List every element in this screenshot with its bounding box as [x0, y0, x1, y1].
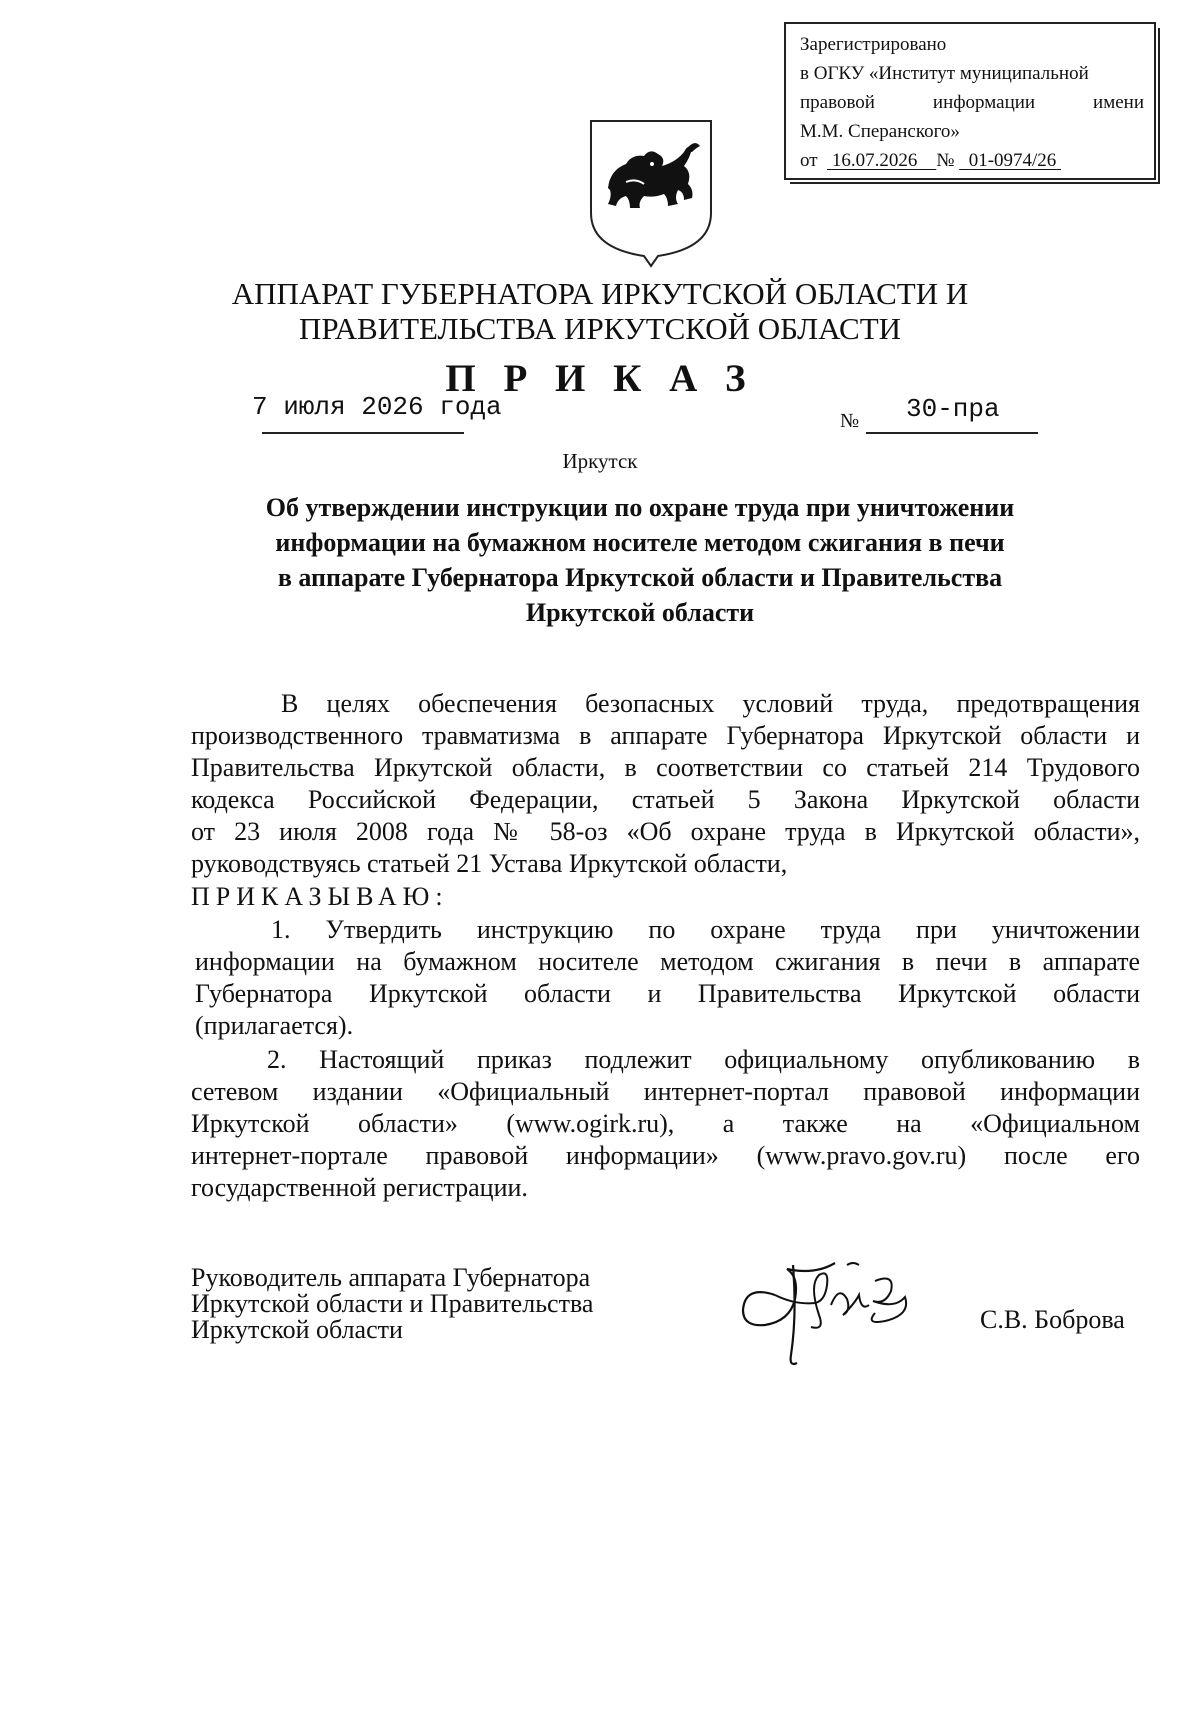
intro-line: от 23 июля 2008 года № 58-оз «Об охране труда в Иркутской области», [191, 817, 1140, 846]
coat-of-arms-icon [588, 118, 714, 268]
item-2-line: государственной регистрации. [191, 1173, 528, 1202]
signatory-position-line: Руководитель аппарата Губернатора [191, 1263, 591, 1292]
intro-line: производственного травматизма в аппарате Губернатора Иркутской области и [191, 721, 1140, 750]
signatory-position-line: Иркутской области и Правительства [191, 1289, 594, 1318]
item-2-paragraph [191, 1044, 1140, 1204]
registration-stamp [784, 22, 1156, 180]
item-1-line: 1. Утвердить инструкцию по охране труда при уничтожении [271, 915, 1140, 944]
order-city: Иркутск [562, 449, 638, 473]
item-2-line: сетевом издании «Официальный интернет-портал правовой информации [191, 1077, 1140, 1106]
stamp-line-institute: в ОГКУ «Институт муниципальной [800, 63, 1089, 84]
item-2-line: интернет-портале правовой информации» (www.pravo.gov.ru) после его [191, 1141, 1140, 1170]
intro-line: кодекса Российской Федерации, статьей 5 Закона Иркутской области [191, 785, 1140, 814]
prikazyvayu-label: ПРИКАЗЫВАЮ: [191, 882, 449, 911]
organization-line-1: АППАРАТ ГУБЕРНАТОРА ИРКУТСКОЙ ОБЛАСТИ И [231, 276, 969, 311]
stamp-line-registered: Зарегистрировано [800, 34, 947, 55]
heading-line-3: в аппарате Губернатора Иркутской области и Правительства [277, 563, 1003, 592]
intro-paragraph [191, 688, 1140, 880]
stamp-registration-details [800, 148, 1061, 173]
order-title: П Р И К А З [445, 357, 755, 400]
item-1-paragraph [191, 914, 1140, 1042]
item-2-line: 2. Настоящий приказ подлежит официальному опубликованию в [267, 1045, 1140, 1074]
stamp-from-label: от [800, 150, 818, 171]
stamp-date: 16.07.2026 [831, 150, 918, 171]
item-1-line: Губернатора Иркутской области и Правительства Иркутской области [195, 979, 1140, 1008]
order-number: 30-пра [906, 394, 1000, 424]
item-1-line: (прилагается). [195, 1011, 354, 1040]
handwritten-signature [735, 1255, 935, 1370]
heading-line-1: Об утверждении инструкции по охране труда при уничтожении [265, 493, 1015, 522]
order-date-underline [262, 432, 464, 434]
item-1-line: информации на бумажном носителе методом сжигания в печи в аппарате [195, 947, 1140, 976]
intro-line: Правительства Иркутской области, в соответствии со статьей 214 Трудового [191, 753, 1140, 782]
intro-line: В целях обеспечения безопасных условий труда, предотвращения [281, 689, 1140, 718]
order-number-label: № [840, 410, 860, 432]
signatory-name: С.В. Боброва [980, 1305, 1125, 1334]
order-heading [200, 490, 1080, 630]
heading-line-2: информации на бумажном носителе методом сжигания в печи [275, 528, 1005, 557]
stamp-number-label: № [936, 150, 955, 171]
signatory-position [191, 1265, 593, 1343]
organization-line-2: ПРАВИТЕЛЬСТВА ИРКУТСКОЙ ОБЛАСТИ [298, 311, 902, 346]
signatory-position-line: Иркутской области [191, 1315, 403, 1344]
stamp-line-info: правовой информации имени [800, 92, 1144, 113]
intro-line: руководствуясь статьей 21 Устава Иркутской области, [191, 849, 788, 878]
order-number-underline [866, 432, 1038, 434]
stamp-number: 01-0974/26 [968, 150, 1057, 171]
order-date: 7 июля 2026 года [252, 392, 502, 422]
item-2-line: Иркутской области» (www.ogirk.ru), а также на «Официальном [191, 1109, 1140, 1138]
stamp-line-speransky: М.М. Сперанского» [800, 121, 960, 142]
heading-line-4: Иркутской области [525, 598, 755, 627]
